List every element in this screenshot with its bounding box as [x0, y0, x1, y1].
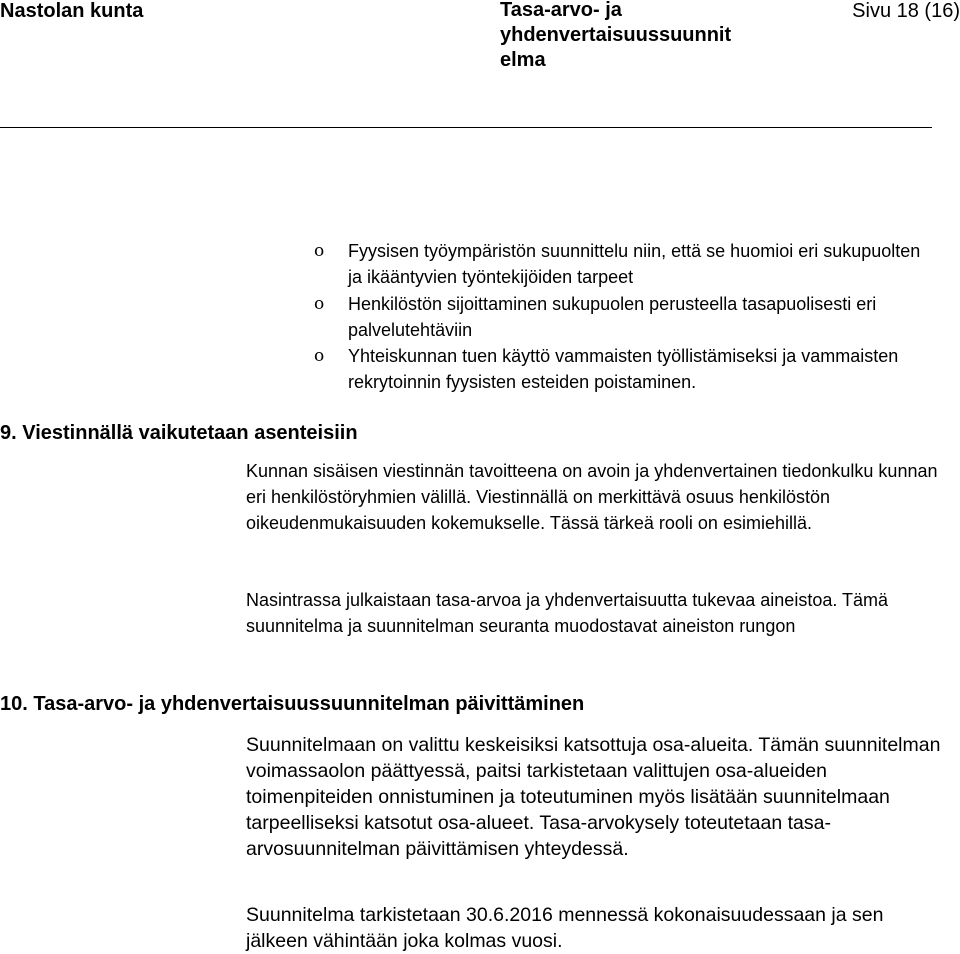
document-title-line: elma	[500, 49, 546, 71]
header-divider	[0, 127, 932, 128]
bullet-marker: o	[314, 346, 325, 367]
document-title-line: yhdenvertaisuussuunnit	[500, 24, 732, 46]
bullet-marker: o	[314, 293, 325, 314]
section-9-heading: 9. Viestinnällä vaikutetaan asenteisiin	[0, 422, 358, 444]
page-number: Sivu 18 (16)	[852, 0, 960, 22]
organization-name: Nastolan kunta	[0, 0, 144, 22]
section-10-heading: 10. Tasa-arvo- ja yhdenvertaisuussuunnitelman päivittäminen	[0, 693, 585, 715]
bullet-text: Fyysisen työympäristön suunnittelu niin, että se huomioi eri sukupuolten ja ikääntyvien työntekijöiden tarpeet	[348, 241, 921, 288]
bullet-marker: o	[314, 241, 325, 261]
document-title	[500, 0, 731, 73]
section-10-paragraph-2: Suunnitelma tarkistetaan 30.6.2016 mennessä kokonaisuudessaan ja sen jälkeen vähintään joka kolmas vuosi.	[246, 904, 884, 953]
section-9-paragraph-1: Kunnan sisäisen viestinnän tavoitteena on avoin ja yhdenvertainen tiedonkulku kunnan eri henkilöstöryhmien välillä. Viestinnällä on merkittävä osuus henkilöstön oikeudenmukaisuuden kokemukselle. Tässä tärkeä rooli on esimiehillä.	[246, 461, 938, 534]
bullet-item	[314, 343, 934, 396]
bullet-list	[314, 238, 934, 396]
page-header	[0, 0, 960, 130]
section-9-paragraph-2: Nasintrassa julkaistaan tasa-arvoa ja yhdenvertaisuutta tukevaa aineistoa. Tämä suunnitelma ja suunnitelman seuranta muodostavat aineiston rungon	[246, 590, 889, 637]
document-title-line: Tasa-arvo- ja	[500, 0, 622, 21]
bullet-text: Yhteiskunnan tuen käyttö vammaisten työllistämiseksi ja vammaisten rekrytoinnin fyysisten esteiden poistaminen.	[348, 346, 899, 393]
section-10-paragraph-1: Suunnitelmaan on valittu keskeisiksi katsottuja osa-alueita. Tämän suunnitelman voimassaolon päättyessä, paitsi tarkistetaan valittujen osa-alueiden toimenpiteiden onnistuminen ja toteutuminen myös lisätään suunnitelmaan tarpeelliseksi katsotut osa-alueet. Tasa-arvokysely toteutetaan tasa-arvosuunnitelman päivittämisen yhteydessä.	[246, 734, 941, 861]
bullet-text: Henkilöstön sijoittaminen sukupuolen perusteella tasapuolisesti eri palvelutehtäviin	[348, 293, 877, 340]
bullet-item	[314, 238, 934, 291]
bullet-item	[314, 291, 934, 344]
